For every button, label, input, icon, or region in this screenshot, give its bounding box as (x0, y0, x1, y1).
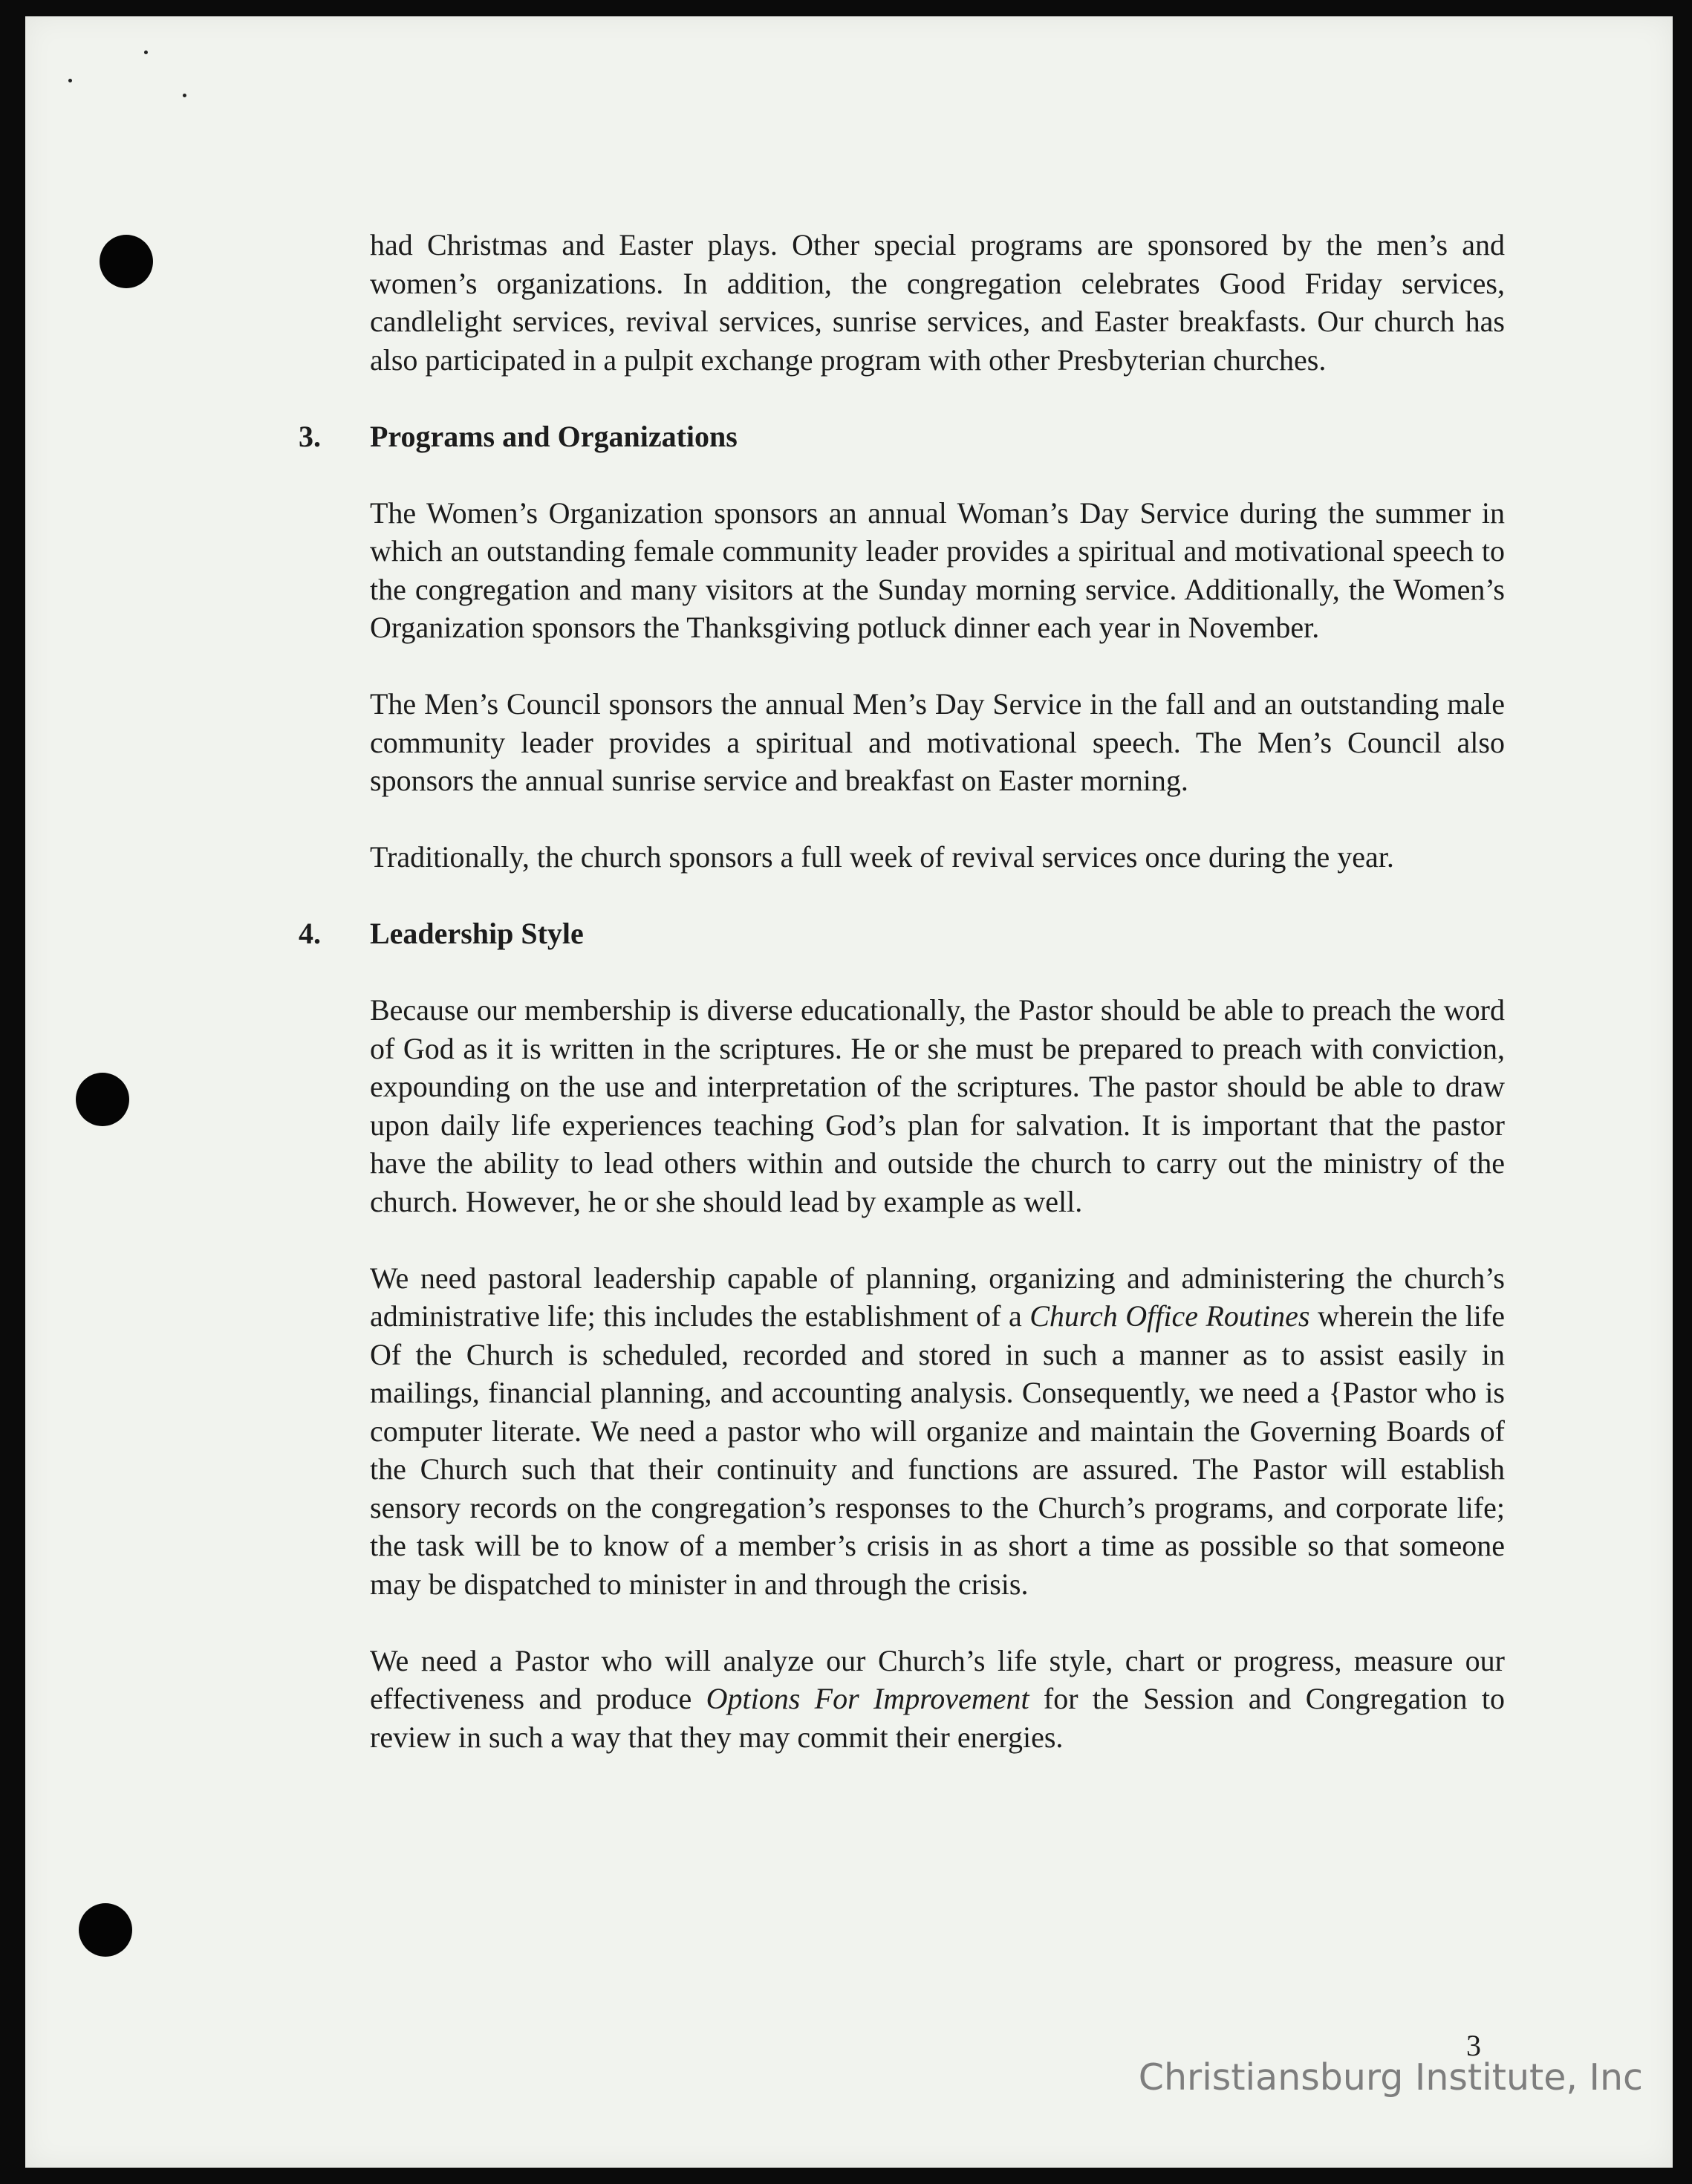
revival-paragraph: Traditionally, the church sponsors a full week of revival services once during the year. (370, 840, 1394, 874)
punch-hole-top (100, 235, 153, 288)
document-body (299, 226, 1505, 1795)
womens-organization-paragraph: The Women’s Organization sponsors an annual Woman’s Day Service during the summer in which an outstanding female community leader provides a spiritual and motivational speech to the congregation and many visitors at the Sunday morning service. Additionally, the Women’s Organization sponsors the Thanksgiving potluck dinner each year in November. (370, 495, 1505, 644)
leadership-paragraph-2 (370, 1259, 1505, 1604)
options-for-improvement-emphasis: Options For Improvement (706, 1682, 1029, 1715)
section-4-title: Leadership Style (370, 917, 584, 950)
leadership-paragraph-3 (370, 1642, 1505, 1757)
section-3-heading (299, 417, 1505, 456)
document-page (25, 16, 1673, 2168)
paragraph-2-text-start: We need pastoral leadership capable of planning, organizing and administering the church’s administrative life; this includes the establishment of a (370, 1261, 1505, 1333)
church-office-routines-emphasis: Church Office Routines (1029, 1299, 1310, 1333)
paper-speck (183, 94, 186, 97)
section-4-number: 4. (299, 917, 321, 950)
paper-speck (68, 79, 72, 82)
watermark: Christiansburg Institute, Inc (1138, 2056, 1643, 2099)
intro-paragraph: had Christmas and Easter plays. Other special programs are sponsored by the men’s and women’s organizations. In addition, the congregation celebrates Good Friday services, candlelight services, revival services, sunrise services, and Easter breakfasts. Our church has also participated in a pulpit exchange program with other Presbyterian churches. (370, 228, 1505, 377)
section-3-number: 3. (299, 419, 321, 453)
section-4-heading (299, 914, 1505, 953)
mens-council-paragraph: The Men’s Council sponsors the annual Men’s Day Service in the fall and an outstanding male community leader provides a spiritual and motivational speech. The Men’s Council also sponsors the annual sunrise service and breakfast on Easter morning. (370, 687, 1505, 797)
leadership-paragraph-1: Because our membership is diverse educationally, the Pastor should be able to preach the word of God as it is written in the scriptures. He or she must be prepared to preach with conviction, expounding on the use and interpretation of the scriptures. The pastor should be able to draw upon daily life experiences teaching God’s plan for salvation. It is important that the pastor have the ability to lead others within and outside the church to carry out the ministry of the church. However, he or she should lead by example as well. (370, 993, 1505, 1218)
paragraph-3-text-start: We need a Pastor who will analyze our Church’s life style, chart or progress, measure our effectiveness and produce (370, 1643, 1505, 1715)
paper-speck (144, 51, 148, 54)
page-number: 3 (1466, 2029, 1481, 2062)
paragraph-3-text-end: for the Session and Congregation to review in such a way that they may commit their energies. (370, 1682, 1505, 1754)
paragraph-2-text-end: wherein the life Of the Church is scheduled, recorded and stored in such a manner as to assist easily in mailings, financial planning, and accounting analysis. Consequently, we need a {Pastor who is computer literate. We need a pastor who will organize and maintain the Governing Boards of the Church such that their continuity and functions are assured. The Pastor will establish sensory records on the congregation’s responses to the Church’s programs, and corporate life; the task will be to know of a member’s crisis in as short a time as possible so that someone may be dispatched to minister in and through the crisis. (370, 1299, 1505, 1601)
punch-hole-bottom (79, 1903, 132, 1957)
section-3-title: Programs and Organizations (370, 419, 738, 453)
punch-hole-middle (76, 1073, 129, 1126)
